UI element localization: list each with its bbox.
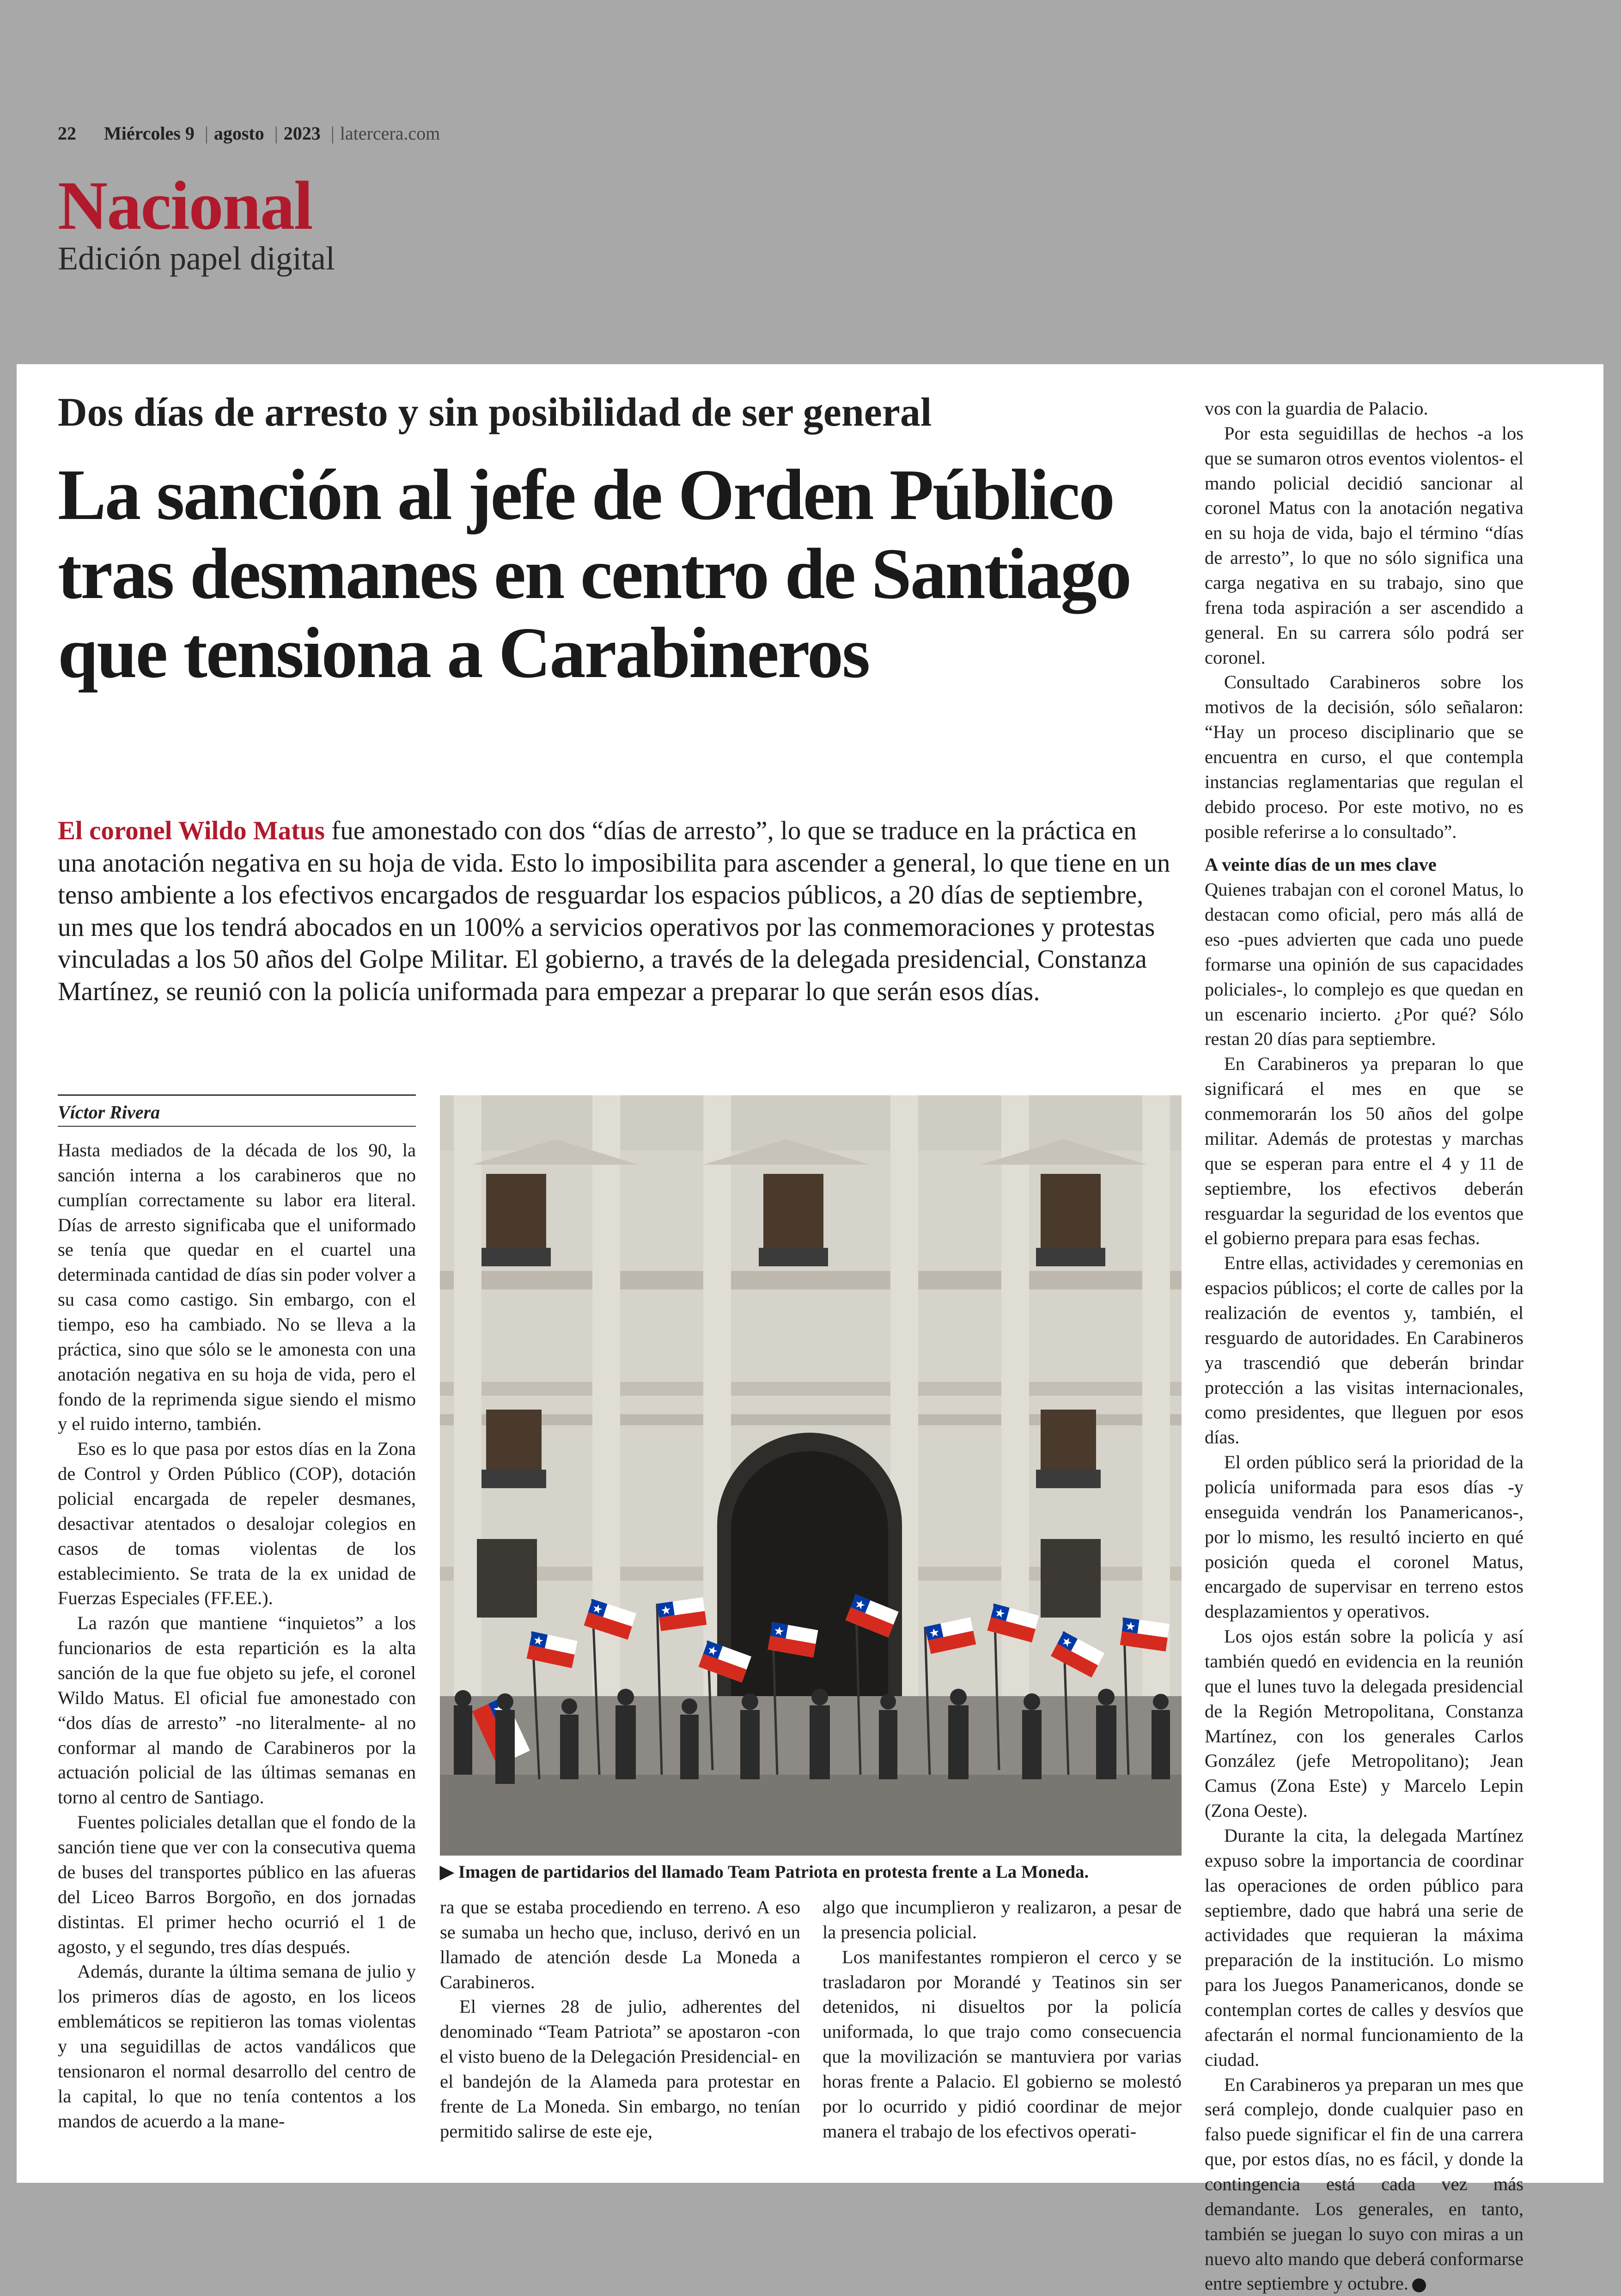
byline: Víctor Rivera [58, 1094, 416, 1127]
paragraph: algo que incumplieron y realizaron, a pesar de la presencia policial. [823, 1897, 1182, 1942]
lead-text: fue amonestado con dos “días de arresto”, lo que se traduce en la práctica en una anotación negativa en su hoja de vida. Esto lo imposibilita para ascender a general, lo que tiene en un tenso ambiente a los efectivos encargados de resguardar los espacios públicos, a 20 días de septiembre, un mes que los tendrá abocados en un 100% a servicios operativos por las conmemoraciones y protestas vinculadas a los 50 años del Golpe Militar. El gobierno, a través de la delegada presidencial, Constanza Martínez, se reunió con la policía uniformada para empezar a preparar lo que serán esos días. [58, 816, 1170, 1006]
section-subtitle: Edición papel digital [58, 240, 335, 277]
final-paragraph-text: En Carabineros ya preparan un mes que será complejo, donde cualquier paso en falso puede significar el fin de una carrera que, por estos días, no es fácil, y donde la contingencia está cada vez más demandante. Los generales, en tanto, también se juegan lo suyo con miras a un nuevo alto mando que deberá conformarse entre septiembre y octubre. [1205, 2074, 1523, 2294]
paragraph: Además, durante la última semana de julio y los primeros días de agosto, en los liceos emblemáticos se repitieron las tomas violentas y una seguidillas de actos vandálicos que tensionaron el normal desarrollo del centro de la capital, lo que no tenía contentos a los mandos de acuerdo a la mane- [58, 1961, 416, 2131]
paragraph: El viernes 28 de julio, adherentes del denominado “Team Patriota” se apostaron -con el visto bueno de la Delegación Presidencial- en el bandejón de la Alameda para protestar en frente de La Moneda. Sin embargo, no tenían permitido salirse de este eje, [440, 1996, 800, 2142]
article-lead [58, 815, 1171, 1008]
paragraph: Por esta seguidillas de hechos -a los que se sumaron otros eventos violentos- el mando policial decidió sancionar al coronel Matus con la anotación negativa en su hoja de vida, bajo el término “días de arresto”, lo que no sólo significa una carga negativa en su trabajo, sino que frena toda aspiración a ser ascendido a general. En su carrera sólo podrá ser coronel. [1205, 422, 1523, 668]
paragraph [1205, 2072, 1523, 2296]
paragraph: La razón que mantiene “inquietos” a los funcionarios de esta repartición es la alta sanción de la que fue objeto su jefe, el coronel Wildo Matus. El oficial fue amonestado con “dos días de arresto” -no literalmente- al no conformar al mando de Carabineros por la actuación policial de las últimas semanas en torno al centro de Santiago. [58, 1612, 416, 1808]
paragraph: En Carabineros ya preparan lo que significará el mes en que se conmemorarán los 50 años del golpe militar. Además de protestas y marchas que se esperan para entre el 4 y 11 de septiembre, los efectivos deberán resguardar la seguridad de los eventos que el gobierno prepara para esas fechas. [1205, 1053, 1523, 1249]
paragraph: Los ojos están sobre la policía y así también quedó en evidencia en la reunión que el lunes tuvo la delegada presidencial de la Región Metropolitana, Constanza Martínez, con los generales Carlos González (jefe Metropolitano); Jean Camus (Zona Este) y Marcelo Lepin (Zona Oeste). [1205, 1626, 1523, 1821]
paragraph: Quienes trabajan con el coronel Matus, lo destacan como oficial, pero más allá de eso -pues advierten que cada uno puede formarse una opinión de sus capacidades policiales-, lo complejo es que quedan en un escenario incierto. ¿Por qué? Sólo restan 20 días para septiembre. [1205, 879, 1523, 1050]
date-month: agosto [213, 123, 264, 144]
paragraph: Durante la cita, la delegada Martínez expuso sobre la importancia de coordinar las operaciones de orden público para septiembre, dado que habrá una serie de actividades que requieran la máxima preparación de la institución. Lo mismo para los Juegos Panamericanos, donde se contemplan cortes de calles y desvíos que afectarán el normal funcionamiento de la ciudad. [1205, 1825, 1523, 2070]
paragraph: Hasta mediados de la década de los 90, la sanción interna a los carabineros que no cumplían correctamente su labor era literal. Días de arresto significaba que el uniformado se tenía que quedar en el cuartel una determinada cantidad de días sin poder volver a su casa como castigo. Sin embargo, con el tiempo, eso ha cambiado. No se lleva a la práctica, sino que sólo se le amonesta con una anotación negativa en su hoja de vida, pero el fondo de la reprimenda sigue siendo el mismo y el ruido interno, también. [58, 1140, 416, 1435]
date-weekday: Miércoles 9 [104, 123, 195, 144]
paragraph: Entre ellas, actividades y ceremonias en espacios públicos; el corte de calles por la realización de eventos y, también, el resguardo de autoridades. En Carabineros ya trascendió que deberán brindar protección a las visitas internacionales, como presidentes, que lleguen por esos días. [1205, 1252, 1523, 1448]
site-link[interactable]: latercera.com [340, 123, 440, 144]
paragraph: Fuentes policiales detallan que el fondo de la sanción tiene que ver con la consecutiva quema de buses del transportes público en las afueras del Liceo Barros Borgoño, en dos jornadas distintas. El primer hecho ocurrió el 1 de agosto, y el segundo, tres días después. [58, 1812, 416, 1957]
article-kicker: Dos días de arresto y sin posibilidad de ser general [58, 390, 932, 435]
article-headline: La sanción al jefe de Orden Público tras desmanes en centro de Santiago que tensiona a Carabineros [58, 454, 1131, 693]
column-2 [440, 1895, 800, 2144]
date-year: 2023 [283, 123, 321, 144]
column-3 [823, 1895, 1182, 2144]
paragraph: ra que se estaba procediendo en terreno. A eso se sumaba un hecho que, incluso, derivó en un llamado de atención desde La Moneda a Carabineros. [440, 1897, 800, 1992]
column-4 [1205, 396, 1523, 2296]
end-mark-icon [1412, 2278, 1426, 2292]
paragraph: Los manifestantes rompieron el cerco y se trasladaron por Morandé y Teatinos sin ser detenidos, ni disueltos por la policía uniformada, lo que trajo como consecuencia que la movilización se mantuviera por varias horas frente a Palacio. El gobierno se molestó por lo ocurrido y pidió coordinar de mejor manera el trabajo de los efectivos operati- [823, 1946, 1182, 2142]
article-photo [440, 1095, 1182, 1856]
la-moneda-illustration [440, 1095, 1182, 1856]
paragraph: Eso es lo que pasa por estos días en la Zona de Control y Orden Público (COP), dotación policial encargada de repeler desmanes, desactivar atentados o desalojar colegios en casos de tomas violentas de los establecimiento. Se trata de la ex unidad de Fuerzas Especiales (FF.EE.). [58, 1438, 416, 1609]
page-number: 22 [58, 123, 76, 144]
column-1 [58, 1138, 416, 2133]
subheading: A veinte días de un mes clave [1205, 854, 1437, 875]
paragraph: El orden público será la prioridad de la policía uniformada para esos días -y enseguida vendrán los Panamericanos-, por lo mismo, les resultó incierto en qué posición queda el coronel Matus, encargado de supervisar en terreno estos desplazamientos y operativos. [1205, 1452, 1523, 1622]
photo-caption: ▶ Imagen de partidarios del llamado Team Patriota en protesta frente a La Moneda. [440, 1862, 1089, 1882]
section-title: Nacional [58, 167, 312, 244]
paragraph: Consultado Carabineros sobre los motivos de la decisión, sólo señalaron: “Hay un proceso disciplinario que se encuentra en curso, el que contempla instancias reglamentarias que regulan el debido proceso. Por este motivo, no es posible referirse a lo consultado”. [1205, 672, 1523, 842]
page-header: 22 Miércoles 9 | agosto | 2023 | latercera.com [58, 123, 440, 144]
paragraph: vos con la guardia de Palacio. [1205, 398, 1428, 419]
lead-highlight: El coronel Wildo Matus [58, 816, 325, 845]
